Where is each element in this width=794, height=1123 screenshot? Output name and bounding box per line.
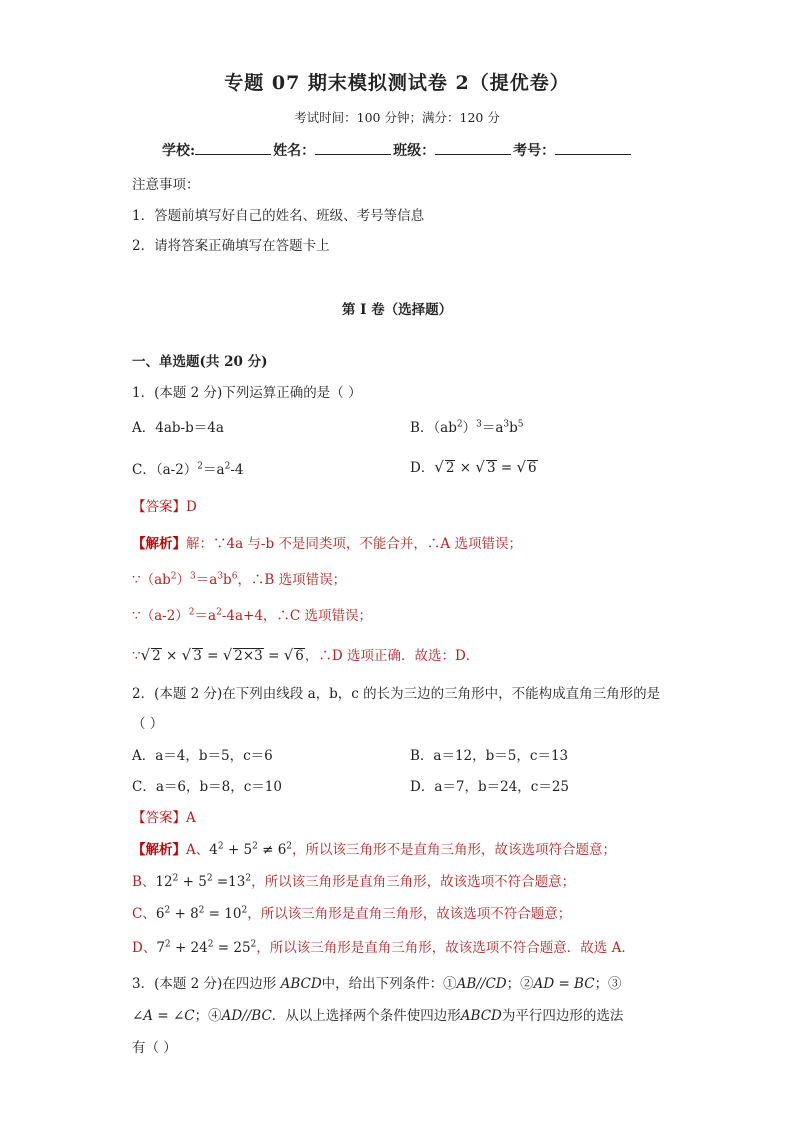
field-school-blank[interactable] [195,140,271,155]
field-class-blank[interactable] [435,140,511,155]
student-info-fields [162,140,633,160]
q2-analysis-a: 【解析】A、$4^2 + 5^2 \ne 6^2$，所以该三角形不是直角三角形，故该选项符合题意； [132,841,617,858]
q3-line-1: 3．(本题 2 分)在四边形 ABCD中，给出下列条件：①AB//CD；②AD = BC；③ [132,976,622,992]
q2-analysis-b: B、$12^2 + 5^2 =13^2$，所以该三角形是直角三角形，故该选项不符合题意； [132,873,576,890]
notes-item-1: 1．答题前填写好自己的姓名、班级、考号等信息 [132,208,425,224]
q2-option-d: D．a＝7，b＝24，c＝25 [410,779,570,795]
field-name-label: 姓名： [273,143,316,159]
field-id-label: 考号： [513,143,556,159]
q3-line-3: 有（ ） [132,1040,177,1056]
field-class-label: 班级： [393,143,436,159]
q3-line-2: ∠A = ∠C；④AD//BC．从以上选择两个条件使四边形ABCD为平行四边形的选法 [132,1008,624,1024]
q1-analysis-1: 【解析】解：∵4a 与-b 不是同类项，不能合并，∴A 选项错误； [132,536,522,552]
q2-analysis-c: C、$6^2 + 8^2 = 10^2$，所以该三角形是直角三角形，故该选项不符合题意； [132,905,572,922]
field-id-blank[interactable] [555,140,631,155]
volume-title: 第 I 卷（选择题） [341,302,453,318]
field-name-blank[interactable] [315,140,391,155]
q1-option-b: B．$(ab^2)^3=a^3b^5$ [410,419,524,436]
notes-item-2: 2．请将答案正确填写在答题卡上 [132,238,330,254]
q2-option-c: C．a＝6，b＝8，c＝10 [132,779,282,795]
q1-analysis-3: $\because(a-2)^2=a^2-4a+4$，∴C 选项错误； [132,607,373,624]
notes-heading: 注意事项： [132,177,200,193]
q1-option-d: D．√ 2 × √ 3 = √ 6 [410,458,537,476]
q1-analysis-4: ∵√ 2 × √ 3 = √ 2×3 = √ 6，∴D 选项正确．故选：D． [132,646,480,664]
q2-option-a: A．a＝4，b＝5，c＝6 [132,748,273,764]
exam-meta: 考试时间：100 分钟；满分：120 分 [294,110,500,125]
section-title: 一、单选题(共 20 分) [132,354,268,370]
q1-answer: 【答案】D [132,499,197,515]
q1-option-c: C．$(a-2)^2=a^2-4$ [132,461,244,478]
q2-analysis-d: D、$7^2 + 24^2 = 25^2$，所以该三角形是直角三角形，故该选项不符合题意．故选 A． [132,939,635,956]
q2-stem-2: （ ） [132,716,164,732]
q2-stem-1: 2．(本题 2 分)在下列由线段 a，b，c 的长为三边的三角形中，不能构成直角三角形的是 [132,686,661,702]
q1-analysis-2: $\because(ab^2)^3=a^3b^6$，∴B 选项错误； [132,571,347,588]
field-school-label: 学校: [162,143,196,159]
q1-option-a: A．4ab-b＝4a [132,420,224,436]
q2-answer: 【答案】A [132,810,196,826]
q1-stem: 1．(本题 2 分)下列运算正确的是（ ） [132,385,362,401]
q2-option-b: B．a＝12，b＝5，c＝13 [410,748,569,764]
exam-title: 专题 07 期末模拟测试卷 2（提优卷） [224,72,570,94]
